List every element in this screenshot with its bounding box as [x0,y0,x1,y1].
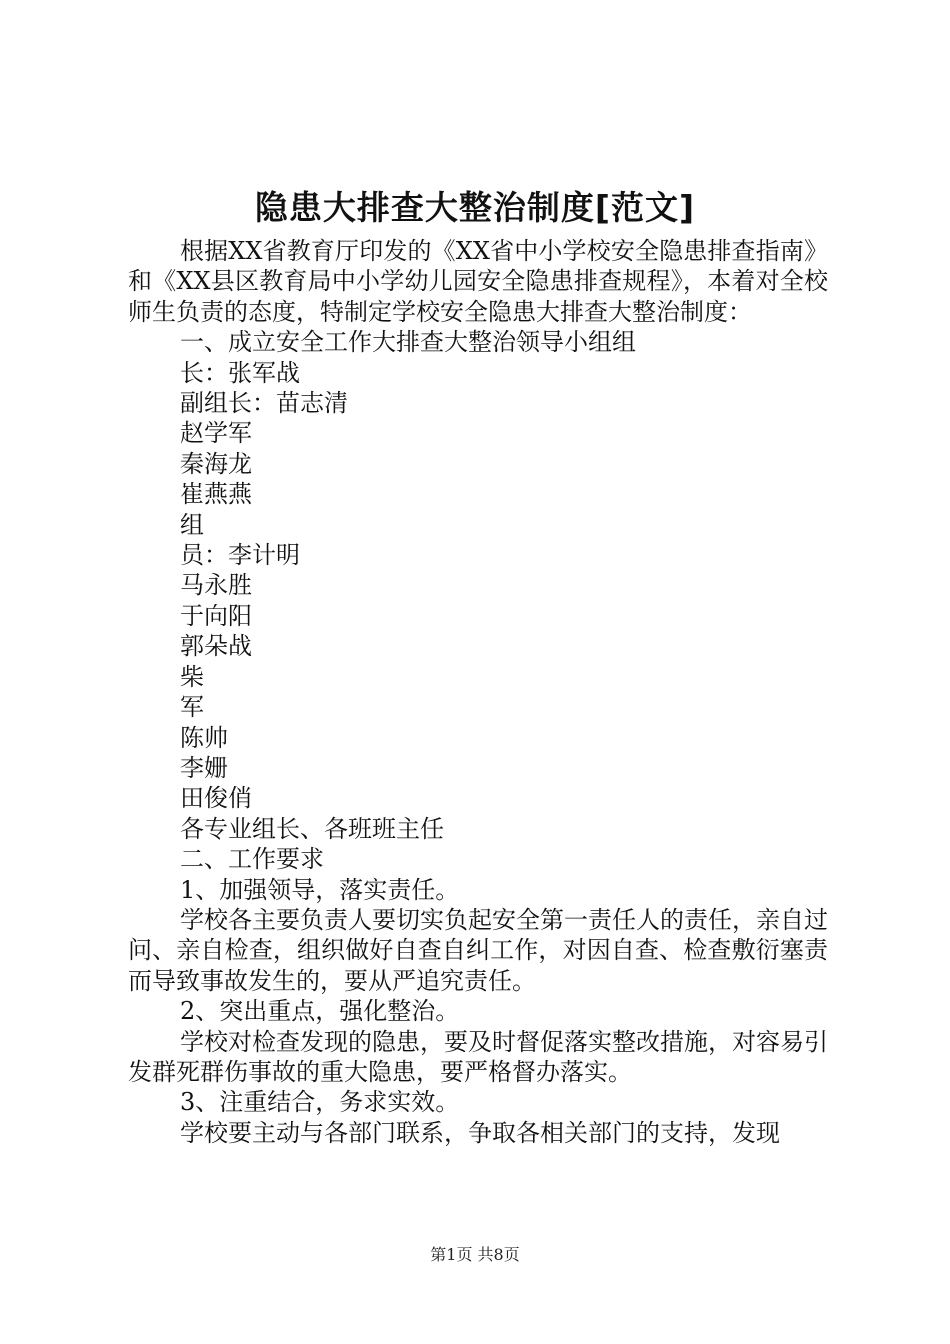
requirement-heading-2: 2、突出重点，强化整治。 [180,997,460,1026]
member-name: 于向阳 [180,601,252,630]
group-leader-line: 长：张军战 [180,358,300,387]
member-name: 马永胜 [180,571,252,600]
page-footer: 第1页 共8页 [430,1245,520,1264]
member-name: 崔燕燕 [180,480,252,509]
intro-paragraph: 根据XX省教育厅印发的《XX省中小学校安全隐患排查指南》和《XX县区教育局中小学幼儿园安全隐患排查规程》，本着对全校师生负责的态度，特制定学校安全隐患大排查大整治制度： [128,237,828,326]
members-line: 员：李计明 [180,541,300,570]
member-name: 李姗 [180,753,228,782]
member-name: 赵学军 [180,419,252,448]
member-name: 郭朵战 [180,632,252,661]
section-heading-work-requirements: 二、工作要求 [180,845,324,874]
member-name: 陈帅 [180,723,228,752]
requirement-paragraph-3: 学校要主动与各部门联系，争取各相关部门的支持，发现 [180,1118,780,1147]
member-name: 军 [180,693,204,722]
member-name: 柴 [180,662,204,691]
document-body [128,236,828,1148]
member-name: 秦海龙 [180,449,252,478]
section-heading-leadership-group: 一、成立安全工作大排查大整治领导小组组 [180,328,636,357]
deputy-leader-line: 副组长：苗志清 [180,389,348,418]
requirement-paragraph-2: 学校对检查发现的隐患，要及时督促落实整改措施，对容易引发群死群伤事故的重大隐患，要严格督办落实。 [128,1027,828,1086]
requirement-heading-3: 3、注重结合，务求实效。 [180,1088,460,1117]
member-name: 田俊俏 [180,784,252,813]
requirement-heading-1: 1、加强领导，落实责任。 [180,875,460,904]
requirement-paragraph-1: 学校各主要负责人要切实负起安全第一责任人的责任，亲自过问、亲自检查，组织做好自查自纠工作，对因自查、检查敷衍塞责而导致事故发生的，要从严追究责任。 [128,905,828,995]
members-label-line: 组 [180,510,204,539]
member-group-line: 各专业组长、各班班主任 [180,814,444,843]
document-title: 隐患大排查大整治制度[范文] [254,188,696,227]
